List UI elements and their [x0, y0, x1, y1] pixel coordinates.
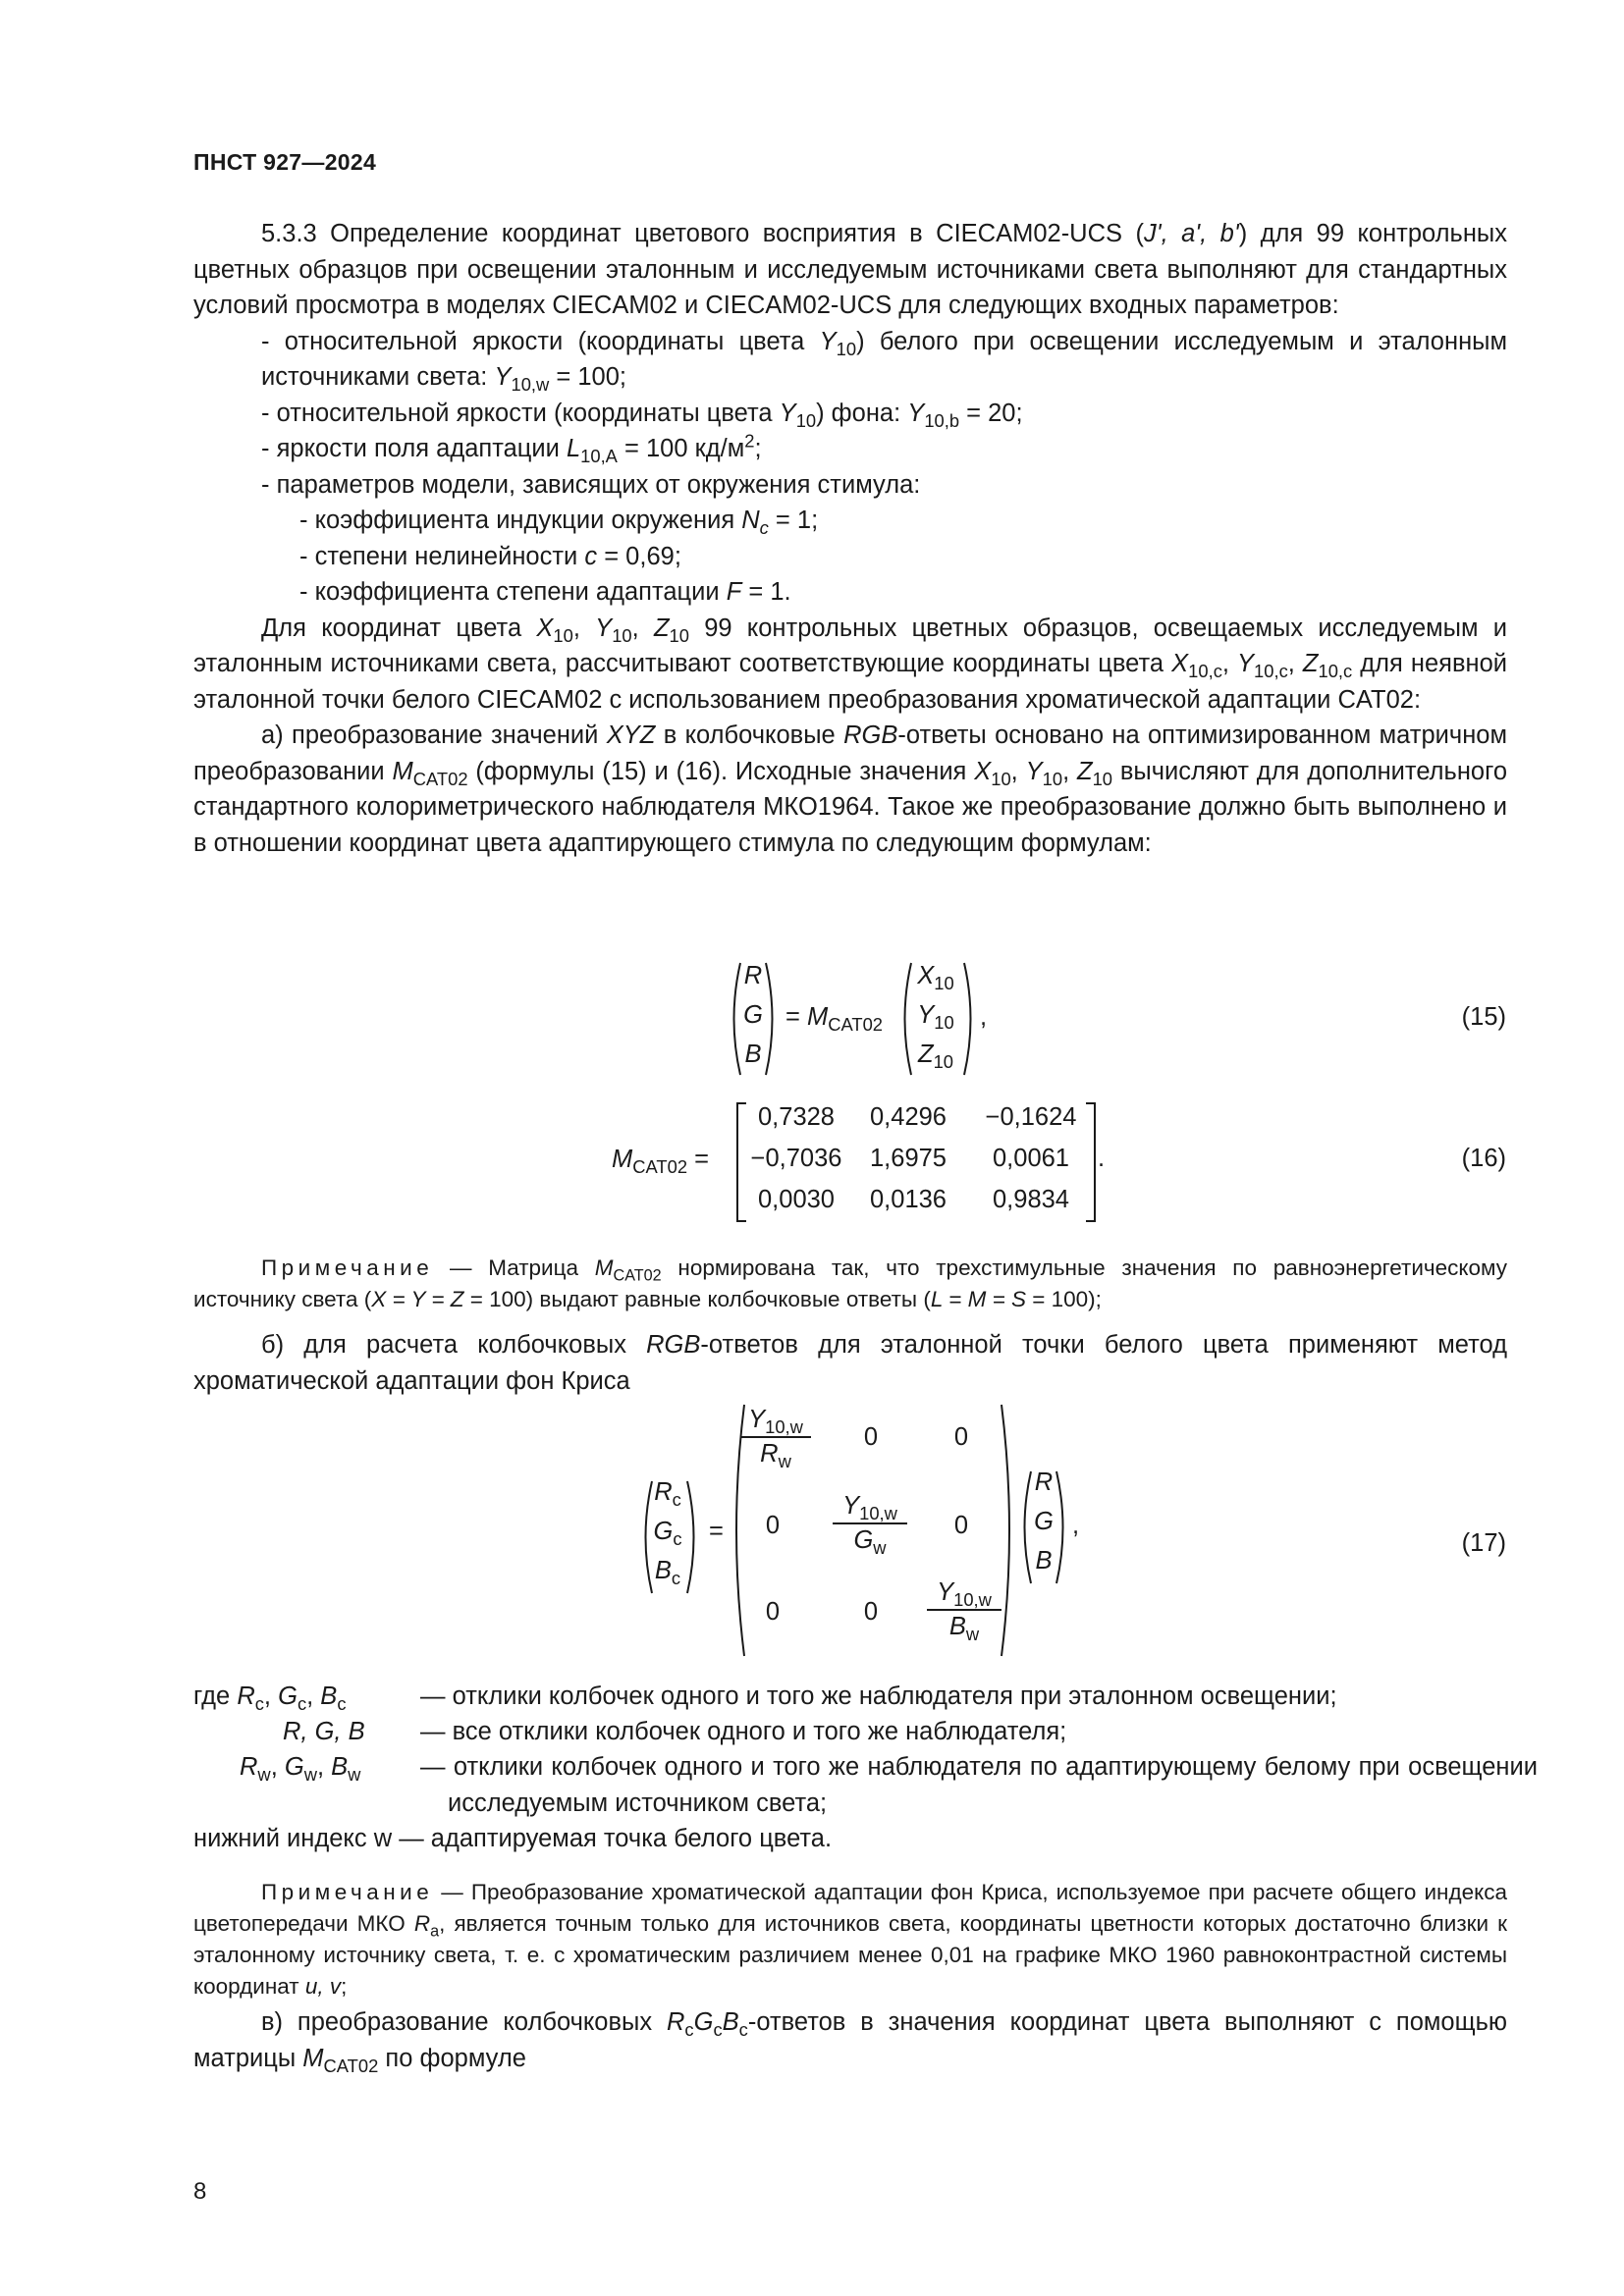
- page-number: 8: [193, 2178, 207, 2205]
- list-item-3: - яркости поля адаптации $L_{10,A} = 100$ $кд/м^2$;: [261, 430, 762, 467]
- eq17-right-paren-close: [1053, 1468, 1072, 1586]
- document-header: ПНСТ 927—2024: [193, 149, 377, 175]
- matrix-zero: 0: [765, 1598, 781, 1626]
- eq17-rhs-b: B: [1035, 1547, 1053, 1575]
- matrix-zero: 0: [765, 1512, 781, 1539]
- eq15-left-paren-close: [762, 960, 782, 1078]
- matrix-zero: 0: [863, 1423, 879, 1451]
- where-term-3: $R_w$, $G_w$, $B_w$: [240, 1753, 361, 1786]
- matrix-cell: 0,0136: [870, 1186, 947, 1213]
- eq15-rhs-y: $Y_{10}$: [917, 1001, 954, 1034]
- where-def-3: — отклики колбочек одного и того же наблюдателя по адаптирующему белому при освещении исследуемым источником света;: [420, 1753, 1538, 1817]
- list-item-2: - относительной яркости (координаты цвета $Y_{10}$) фона: $Y_{10,b} = 20$;: [261, 399, 1023, 431]
- sublist-item-3: - коэффициента степени адаптации F = 1.: [299, 578, 791, 606]
- matrix-cell: 1,6975: [870, 1145, 947, 1172]
- fraction-y-over-rw: $\frac{Y_{10,w}}{R_w}$: [740, 1406, 811, 1468]
- eq17-lhs-r: $R_c$: [654, 1478, 681, 1511]
- matrix-zero: 0: [953, 1512, 969, 1539]
- sublist-item-2: - степени нелинейности c = 0,69;: [299, 542, 681, 570]
- eq17-eq: =: [709, 1518, 724, 1545]
- eq16-lhs: $M_{CAT02}$ =: [612, 1146, 710, 1178]
- eq15-number: (15): [1461, 1003, 1506, 1031]
- fraction-y-over-gw: $\frac{Y_{10,w}}{G_w}$: [833, 1492, 907, 1555]
- note-1: Примечание — Матрица $M_{CAT02}$ нормирована так, что трехстимульные значения по равноэнергетическому источнику света (X = Y = Z = 100) выдают равные колбочковые ответы (L = M = S = 100);: [193, 1255, 1507, 1311]
- where-def-1: — отклики колбочек одного и того же наблюдателя при эталонном освещении;: [420, 1682, 1337, 1710]
- paragraph-5-3-3: 5.3.3 Определение координат цветового восприятия в CIECAM02-UCS (J', a', b') для 99 контрольных цветных образцов при освещении эталонным и исследуемым источниками света выполняют для стандартных условий просмотра в моделях CIECAM02 и CIECAM02-UCS для следующих входных параметров:: [193, 220, 1507, 319]
- paragraph-v: в) преобразование колбочковых $R_cG_cB_c$-ответов в значения координат цвета выполняют с помощью матрицы $M_{CAT02}$ по формуле: [193, 2008, 1507, 2076]
- where-subscript-w: нижний индекс w — адаптируемая точка белого цвета.: [193, 1825, 833, 1852]
- eq15-lhs-g: G: [743, 1001, 763, 1029]
- paragraph-cat02: Для координат цвета $X_{10}$, $Y_{10}$, $Z_{10}$ 99 контрольных цветных образцов, освещаемых исследуемым и эталонным источниками света, рассчитывают соответствующие координаты цвета $X_{10,c}$, $Y_{10,c}$, $Z_{10,c}$ для неявной эталонной точки белого CIECAM02 с использованием преобразования хроматической адаптации CAT02:: [193, 614, 1508, 714]
- eq15-middle: = $M_{CAT02}$: [785, 1003, 884, 1036]
- fraction-y-over-bw: $\frac{Y_{10,w}}{B_w}$: [927, 1578, 1001, 1641]
- matrix-cell: −0,1624: [985, 1103, 1077, 1131]
- eq17-lhs-b: $B_c$: [654, 1557, 681, 1589]
- eq15-rhs-z: $Z_{10}$: [918, 1041, 953, 1073]
- eq17-left-paren-close: [683, 1478, 703, 1596]
- eq15-lhs-b: B: [744, 1041, 762, 1068]
- body-text: [193, 216, 1507, 861]
- eq16-bracket-close: [1084, 1101, 1098, 1223]
- matrix-zero: 0: [863, 1598, 879, 1626]
- eq15-rhs-x: $X_{10}$: [917, 962, 954, 994]
- matrix-cell: −0,7036: [750, 1145, 842, 1172]
- where-term-1: где $R_c$, $G_c$, $B_c$: [193, 1682, 347, 1715]
- matrix-cell: 0,7328: [758, 1103, 835, 1131]
- paragraph-a: а) преобразование значений XYZ в колбочковые RGB-ответы основано на оптимизированном матричном преобразовании $M_{CAT02}$ (формулы (15) и (16). Исходные значения $X_{10}$, $Y_{10}$, $Z_{10}$ вычисляют для дополнительного стандартного колориметрического наблюдателя МКО1964. Такое же преобразование должно быть выполнено и в отношении координат цвета адаптирующего стимула по следующим формулам:: [193, 721, 1508, 857]
- where-def-2: — все отклики колбочек одного и того же наблюдателя;: [420, 1718, 1067, 1745]
- matrix-cell: 0,9834: [993, 1186, 1069, 1213]
- sublist-item-1: - коэффициента индукции окружения $N_c = 1$;: [299, 507, 819, 539]
- matrix-cell: 0,4296: [870, 1103, 947, 1131]
- eq15-tail: ,: [980, 1003, 988, 1031]
- eq16-number: (16): [1461, 1145, 1506, 1172]
- matrix-zero: 0: [953, 1423, 969, 1451]
- matrix-cell: 0,0030: [758, 1186, 835, 1213]
- list-item-4: - параметров модели, зависящих от окружения стимула:: [261, 470, 921, 499]
- eq16-tail: .: [1098, 1145, 1106, 1172]
- paragraph-b: б) для расчета колбочковых RGB-ответов для эталонной точки белого цвета применяют метод хроматической адаптации фон Криса: [193, 1331, 1507, 1395]
- eq17-lhs-g: $G_c$: [653, 1518, 682, 1550]
- matrix-cell: 0,0061: [993, 1145, 1069, 1172]
- eq17-number: (17): [1461, 1529, 1506, 1557]
- eq17-rhs-r: R: [1034, 1468, 1054, 1496]
- list-item-1: - относительной яркости (координаты цвета $Y_{10}$) белого при освещении исследуемым и эталонным источниками света: $Y_{10,w} = 100$;: [261, 327, 1508, 396]
- where-term-2: R, G, B: [283, 1718, 365, 1745]
- note-2: Примечание — Преобразование хроматической адаптации фон Криса, используемое при расчете общего индекса цветопередачи МКО $R_a$, является точным только для источников света, координаты цветности которых достаточно близки к эталонному источнику света, т. е. с хроматическим различием менее 0,01 на графике МКО 1960 равноконтрастной системы координат u, v;: [193, 1880, 1507, 1999]
- eq15-lhs-r: R: [743, 962, 763, 989]
- eq17-tail: ,: [1072, 1512, 1080, 1539]
- eq17-rhs-g: G: [1034, 1508, 1054, 1535]
- eq15-right-paren-close: [960, 960, 980, 1078]
